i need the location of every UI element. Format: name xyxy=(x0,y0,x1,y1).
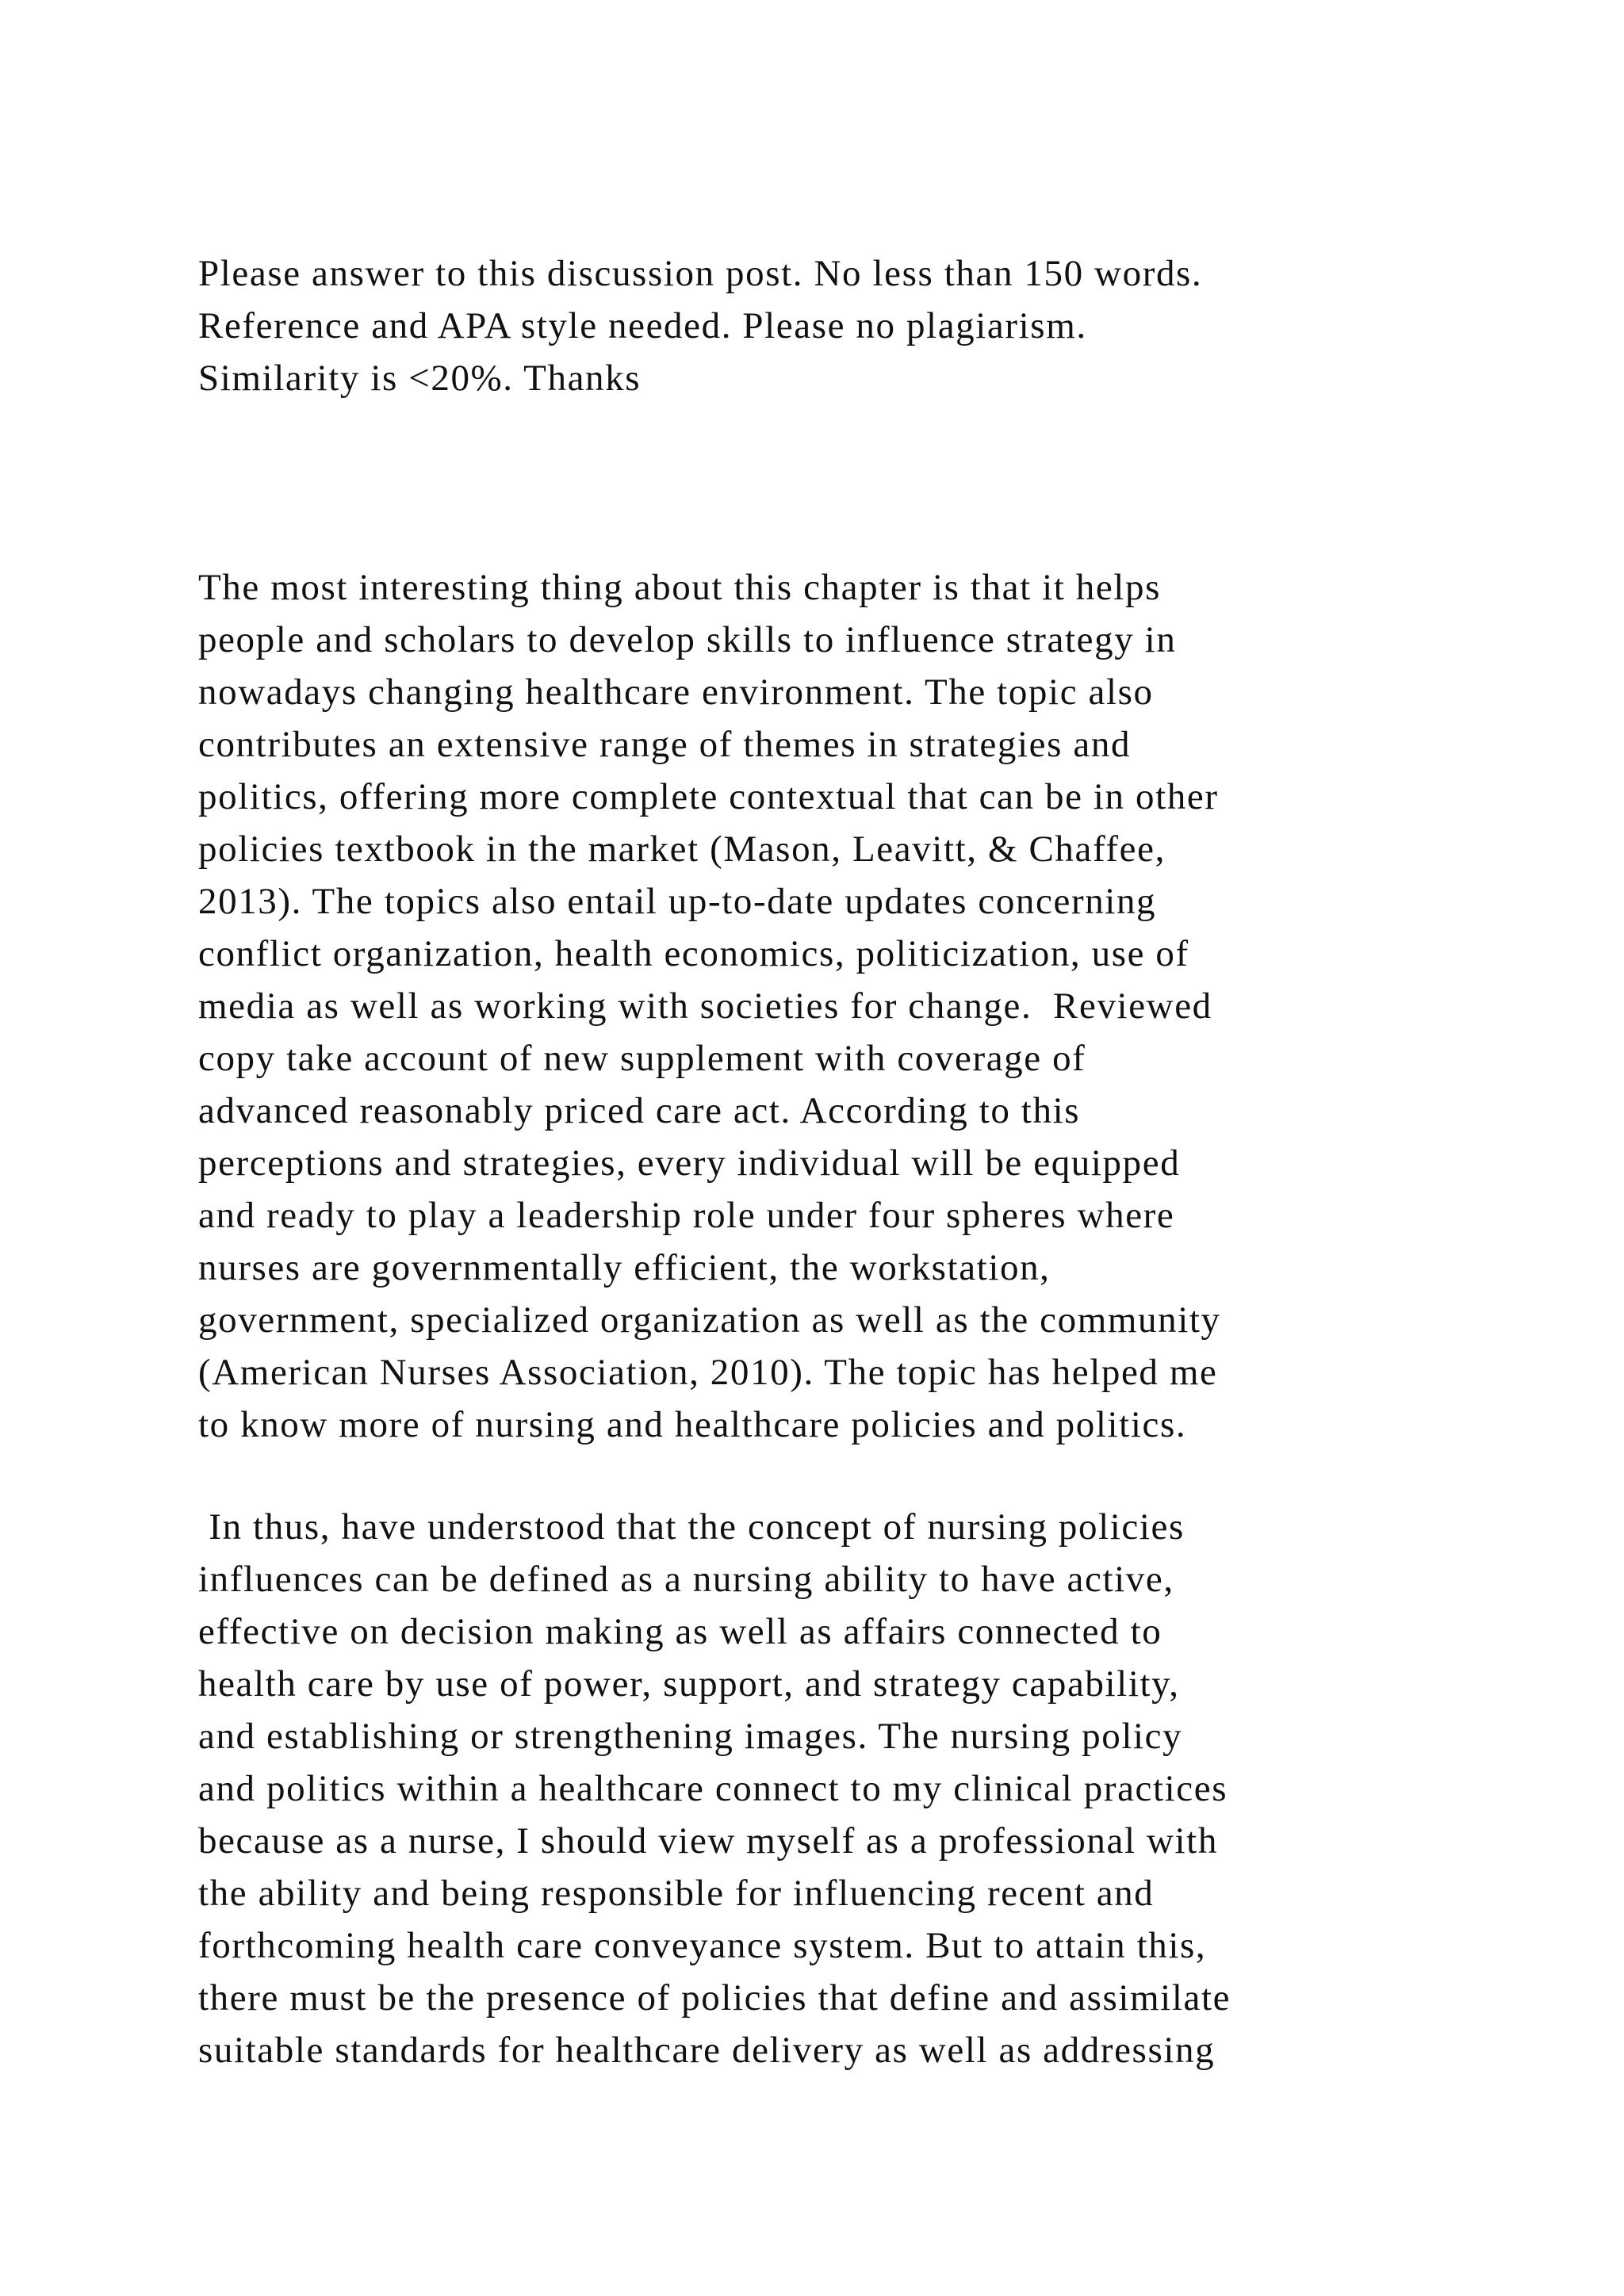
paragraph-line: because as a nurse, I should view myself as a professional with xyxy=(198,1820,1218,1862)
paragraph-line: and politics within a healthcare connect to my clinical practices xyxy=(198,1768,1228,1809)
paragraph-line: In thus, have understood that the concept of nursing policies xyxy=(198,1506,1185,1548)
paragraph-line: nurses are governmentally efficient, the workstation, xyxy=(198,1247,1051,1288)
paragraph-line: and establishing or strengthening images. The nursing policy xyxy=(198,1716,1183,1757)
paragraph-line: 2013). The topics also entail up-to-date updates concerning xyxy=(198,881,1157,922)
intro-line: Please answer to this discussion post. No less than 150 words. xyxy=(198,253,1203,294)
paragraph-line: there must be the presence of policies that define and assimilate xyxy=(198,1977,1231,2019)
paragraph-line: people and scholars to develop skills to influence strategy in xyxy=(198,619,1177,660)
paragraph-line: influences can be defined as a nursing ability to have active, xyxy=(198,1559,1174,1600)
paragraph-line: effective on decision making as well as affairs connected to xyxy=(198,1611,1162,1652)
paragraph-line: perceptions and strategies, every individual will be equipped xyxy=(198,1142,1181,1184)
paragraph-line: conflict organization, health economics, politicization, use of xyxy=(198,933,1189,974)
paragraph-line: The most interesting thing about this chapter is that it helps xyxy=(198,567,1161,608)
paragraph-line: suitable standards for healthcare delivery as well as addressing xyxy=(198,2030,1216,2071)
paragraph-line: advanced reasonably priced care act. According to this xyxy=(198,1090,1081,1131)
paragraph-line: copy take account of new supplement with coverage of xyxy=(198,1038,1086,1079)
intro-line: Reference and APA style needed. Please no plagiarism. xyxy=(198,305,1087,346)
paragraph-line: the ability and being responsible for influencing recent and xyxy=(198,1873,1155,1914)
paragraph-line: to know more of nursing and healthcare policies and politics. xyxy=(198,1404,1187,1445)
paragraph-line: forthcoming health care conveyance system. But to attain this, xyxy=(198,1925,1207,1966)
paragraph-line: media as well as working with societies for change. Reviewed xyxy=(198,985,1212,1027)
paragraph-line: and ready to play a leadership role under four spheres where xyxy=(198,1195,1175,1236)
body-paragraph-2 xyxy=(198,1501,1231,2076)
paragraph-line: nowadays changing healthcare environment. The topic also xyxy=(198,672,1154,713)
paragraph-line: health care by use of power, support, and strategy capability, xyxy=(198,1663,1180,1705)
intro-line: Similarity is <20%. Thanks xyxy=(198,358,642,399)
paragraph-line: policies textbook in the market (Mason, Leavitt, & Chaffee, xyxy=(198,828,1166,870)
intro-paragraph xyxy=(198,247,1202,404)
paragraph-line: contributes an extensive range of themes in strategies and xyxy=(198,724,1132,765)
paragraph-line: politics, offering more complete contextual that can be in other xyxy=(198,776,1219,817)
paragraph-line: (American Nurses Association, 2010). The topic has helped me xyxy=(198,1352,1218,1393)
body-paragraph-1 xyxy=(198,561,1221,1451)
paragraph-line: government, specialized organization as well as the community xyxy=(198,1299,1221,1341)
